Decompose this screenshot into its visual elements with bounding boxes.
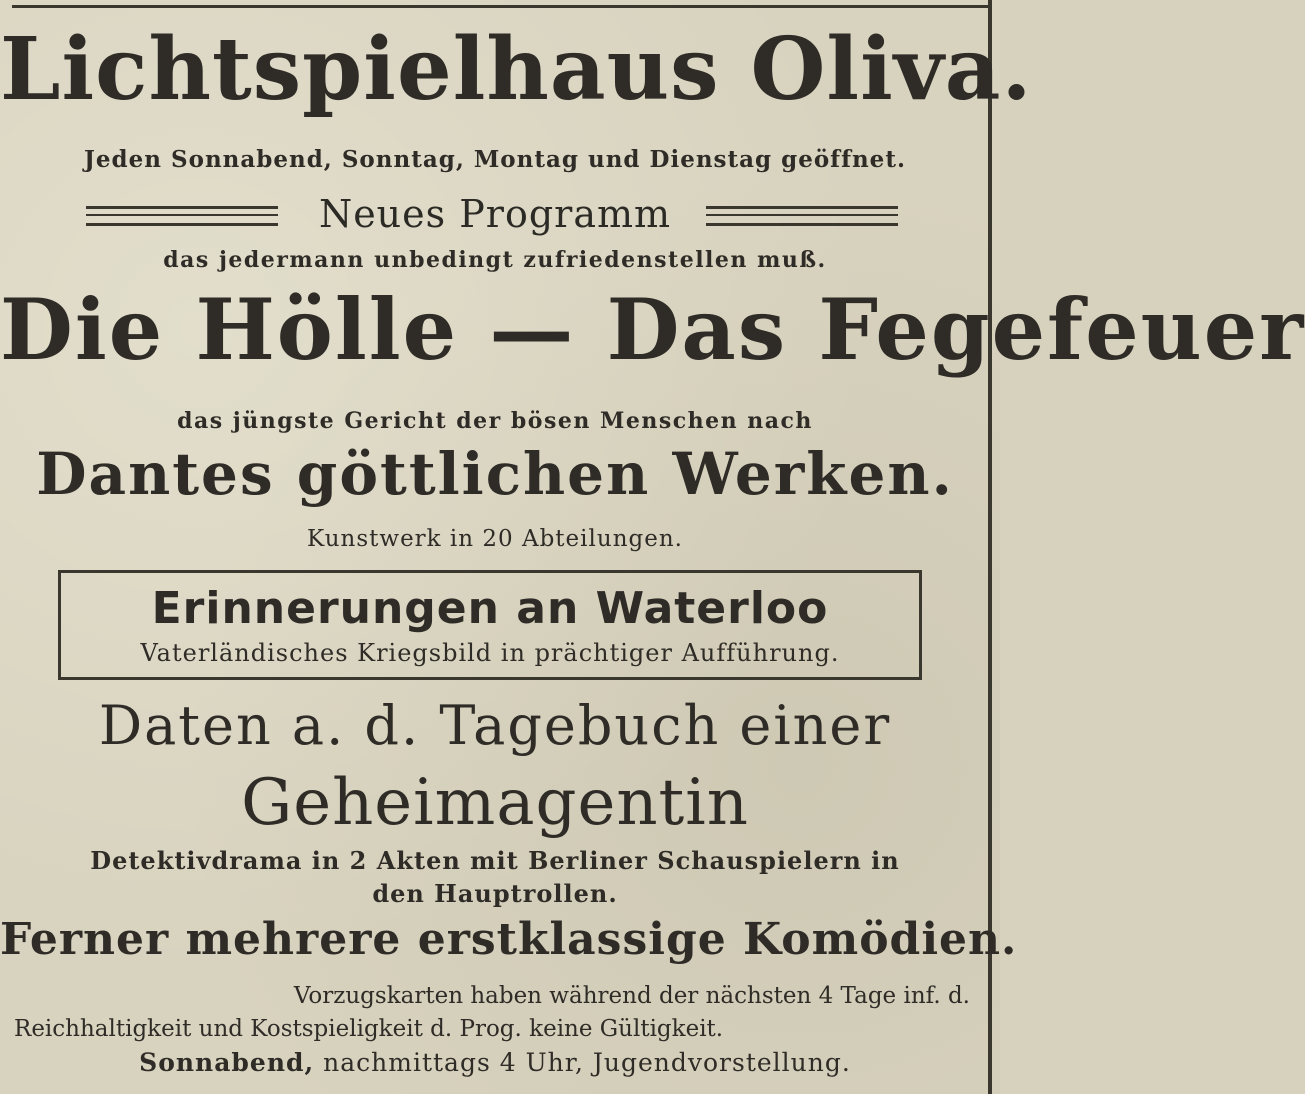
opening-days: Jeden Sonnabend, Sonntag, Montag und Dienstag geöffnet. <box>84 146 906 173</box>
program-claim: das jedermann unbedingt zufriedenstellen muß. <box>163 247 827 273</box>
ticket-notice-line1: Vorzugskarten haben während der nächsten 4 Tage inf. d. <box>293 983 970 1009</box>
youth-screening-time: nachmittags 4 Uhr, Jugendvorstellung. <box>323 1048 851 1077</box>
film3-description: Detektivdrama in 2 Akten mit Berliner Schauspielern in den Hauptrollen. <box>90 846 900 908</box>
film1-main-title: Dantes göttlichen Werken. <box>36 440 954 508</box>
film1-subtitle: das jüngste Gericht der bösen Menschen nach <box>177 408 813 434</box>
ticket-notice-line2: Reichhaltigkeit und Kostspieligkeit d. Prog. keine Gültigkeit. <box>14 1016 724 1042</box>
youth-screening-day: Sonnabend, <box>139 1048 315 1077</box>
ticket-notice <box>14 980 980 1046</box>
cinema-title: Lichtspielhaus Oliva. <box>0 19 1033 120</box>
film1-parts: Kunstwerk in 20 Abteilungen. <box>307 526 683 552</box>
film2-box <box>58 570 922 680</box>
decorative-rule-left <box>86 206 278 226</box>
film2-title: Erinnerungen an Waterloo <box>151 583 829 634</box>
film3-title-line1: Daten a. d. Tagebuch einer <box>98 694 892 757</box>
film2-subtitle: Vaterländisches Kriegsbild in prächtiger Aufführung. <box>140 639 840 667</box>
comedies-line: Ferner mehrere erstklassige Komödien. <box>0 914 1018 965</box>
youth-screening <box>0 1048 990 1077</box>
film3-title-line2: Geheimagentin <box>241 766 749 840</box>
film1-title: Die Hölle — Das Fegefeuer <box>0 280 1305 379</box>
program-heading-row <box>0 192 990 242</box>
top-border-rule <box>12 5 988 8</box>
decorative-rule-right <box>706 206 898 226</box>
program-heading: Neues Programm <box>318 192 672 236</box>
